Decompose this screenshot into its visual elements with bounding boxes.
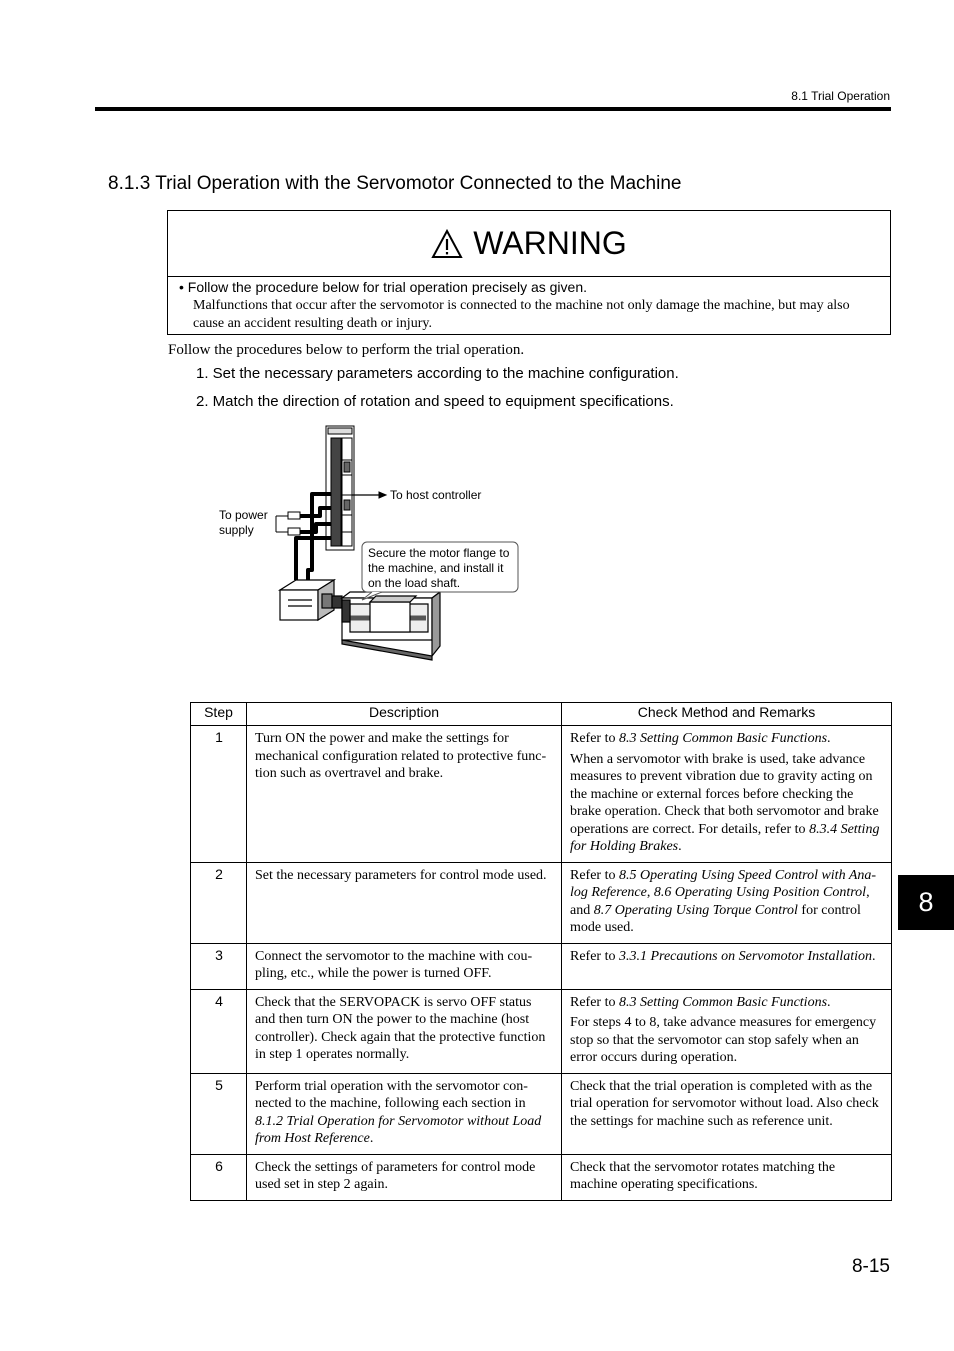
header-description: Description: [247, 703, 562, 726]
trial-operation-table: [190, 702, 892, 1201]
description-cell: [247, 862, 562, 943]
table-row: [191, 862, 892, 943]
intro-text: Follow the procedures below to perform the trial operation.: [168, 342, 525, 358]
remarks-segment: 8.3 Setting Common Basic Functions: [618, 731, 828, 746]
remarks-paragraph: [570, 730, 884, 748]
description-cell: [247, 943, 562, 989]
note-line-3: on the load shaft.: [368, 576, 461, 590]
remarks-paragraph: [570, 1014, 884, 1067]
remarks-paragraph: [570, 994, 884, 1012]
header-rule: [95, 107, 891, 111]
header-step: Step: [191, 703, 247, 726]
host-controller-label: To host controller: [390, 488, 482, 502]
remarks-segment: .: [827, 994, 831, 1010]
description-text: [255, 730, 554, 783]
table-header-row: [191, 703, 892, 726]
description-cell: [247, 1154, 562, 1200]
remarks-segment: Refer to: [570, 994, 619, 1010]
load-shaft-drawing: [342, 592, 440, 660]
remarks-segment: Check that the trial operation is completed with as the trial operation for servomotor without load. Also check the settings for machine such as reference unit.: [570, 1078, 879, 1129]
remarks-cell: [562, 943, 892, 989]
description-text: [255, 1078, 554, 1148]
remarks-segment: 8.3.4 Setting for Holding Brakes: [570, 821, 880, 854]
warning-triangle-icon: [431, 229, 463, 259]
remarks-segment: 8.6 Operating Using Position Control: [653, 885, 867, 900]
remarks-segment: Refer to: [570, 867, 619, 883]
power-supply-label-line1: To power: [219, 508, 268, 522]
warning-body: Malfunctions that occur after the servomotor is connected to the machine not only damage the machine, but may also cause an accident resulting death or injury.: [193, 298, 850, 331]
remarks-segment: ,: [646, 885, 654, 900]
description-text: [255, 994, 554, 1064]
remarks-segment: .: [827, 731, 831, 746]
step-number-cell: 1: [191, 726, 247, 863]
header-remarks: Check Method and Remarks: [562, 703, 892, 726]
power-connectors: [276, 512, 300, 535]
remarks-segment: Refer to: [570, 731, 619, 746]
section-title: 8.1.3 Trial Operation with the Servomotor Connected to the Machine: [108, 173, 682, 194]
chapter-tab: 8: [898, 875, 954, 930]
description-cell: [247, 1073, 562, 1154]
step-number-cell: 6: [191, 1154, 247, 1200]
step-1: 1. Set the necessary parameters according to the machine configuration.: [196, 365, 679, 382]
servopack-drawing: [326, 426, 354, 550]
table-row: [191, 989, 892, 1073]
running-header: 8.1 Trial Operation: [791, 89, 890, 103]
page-number: 8-15: [851, 1256, 890, 1277]
description-text: [255, 1159, 554, 1194]
cables: [296, 494, 331, 585]
step-2: 2. Match the direction of rotation and speed to equipment specifications.: [196, 393, 674, 410]
remarks-segment: 8.3 Setting Common Basic Functions: [618, 994, 828, 1010]
warning-title: WARNING: [473, 225, 627, 261]
note-line-1: Secure the motor flange to: [368, 546, 510, 560]
warning-header: [168, 211, 890, 277]
note-line-2: the machine, and install it: [368, 561, 504, 575]
remarks-paragraph: [570, 867, 884, 937]
remarks-segment: Check that the servomotor rotates matching the machine operating specifications.: [570, 1159, 836, 1192]
step-number-cell: 5: [191, 1073, 247, 1154]
remarks-paragraph: [570, 1078, 884, 1131]
host-arrow: [352, 492, 386, 498]
remarks-paragraph: [570, 948, 884, 966]
description-segment: Check the settings of parameters for control mode used set in step 2 again.: [255, 1159, 536, 1192]
description-segment: Set the necessary parameters for control mode used.: [255, 867, 547, 883]
remarks-segment: 8.7 Operating Using Torque Control: [593, 902, 798, 918]
remarks-segment: .: [872, 948, 876, 964]
remarks-segment: For steps 4 to 8, take advance measures for emergency stop so that the servomotor can stop safely when an error occurs during operation.: [570, 1015, 877, 1065]
remarks-paragraph: [570, 1159, 884, 1194]
remarks-cell: [562, 989, 892, 1073]
table-body: [191, 726, 892, 1201]
remarks-cell: [562, 726, 892, 863]
description-segment: Connect the servomotor to the machine with cou-pling, etc., while the power is turned OFF.: [255, 948, 533, 981]
remarks-cell: [562, 1073, 892, 1154]
table-row: [191, 1154, 892, 1200]
description-segment: .: [369, 1131, 374, 1146]
warning-bullet: • Follow the procedure below for trial operation precisely as given.: [179, 279, 587, 295]
description-segment: Perform trial operation with the servomotor con-nected to the machine, following each section in: [255, 1078, 528, 1111]
remarks-segment: 8.5 Operating Using Speed Control with Ana-log Reference: [570, 867, 877, 900]
description-segment: Turn ON the power and make the settings for mechanical configuration related to protective func-tion such as overtravel and brake.: [255, 731, 547, 781]
remarks-cell: [562, 862, 892, 943]
remarks-segment: .: [678, 839, 682, 854]
power-supply-label-line2: supply: [219, 523, 254, 537]
servo-connection-figure: [200, 420, 530, 675]
step-number-cell: 2: [191, 862, 247, 943]
description-text: [255, 948, 554, 983]
table-row: [191, 726, 892, 863]
step-number-cell: 4: [191, 989, 247, 1073]
remarks-segment: When a servomotor with brake is used, take advance measures to prevent vibration due to gravity acting on the machine or external forces before checking the brake operation. Check that both servomotor and brake operations are correct. For details, refer to: [570, 751, 879, 837]
description-segment: 8.1.2 Trial Operation for Servomotor without Load from Host Reference: [255, 1113, 542, 1146]
machine-illustration: [200, 420, 530, 670]
remarks-segment: Refer to: [570, 948, 619, 964]
description-cell: [247, 726, 562, 863]
remarks-segment: 3.3.1 Precautions on Servomotor Installation: [618, 948, 873, 964]
remarks-cell: [562, 1154, 892, 1200]
warning-box: [167, 210, 891, 335]
remarks-paragraph: [570, 751, 884, 856]
table-row: [191, 1073, 892, 1154]
step-number-cell: 3: [191, 943, 247, 989]
remarks-segment: , and: [570, 885, 870, 918]
description-text: [255, 867, 554, 885]
servomotor-drawing: [280, 580, 342, 620]
description-segment: Check that the SERVOPACK is servo OFF status and then turn ON the power to the machine (host controller). Check again that the protective function in step 1 operates normally.: [255, 994, 546, 1062]
table-row: [191, 943, 892, 989]
remarks-segment: for control mode used.: [570, 902, 861, 935]
description-cell: [247, 989, 562, 1073]
